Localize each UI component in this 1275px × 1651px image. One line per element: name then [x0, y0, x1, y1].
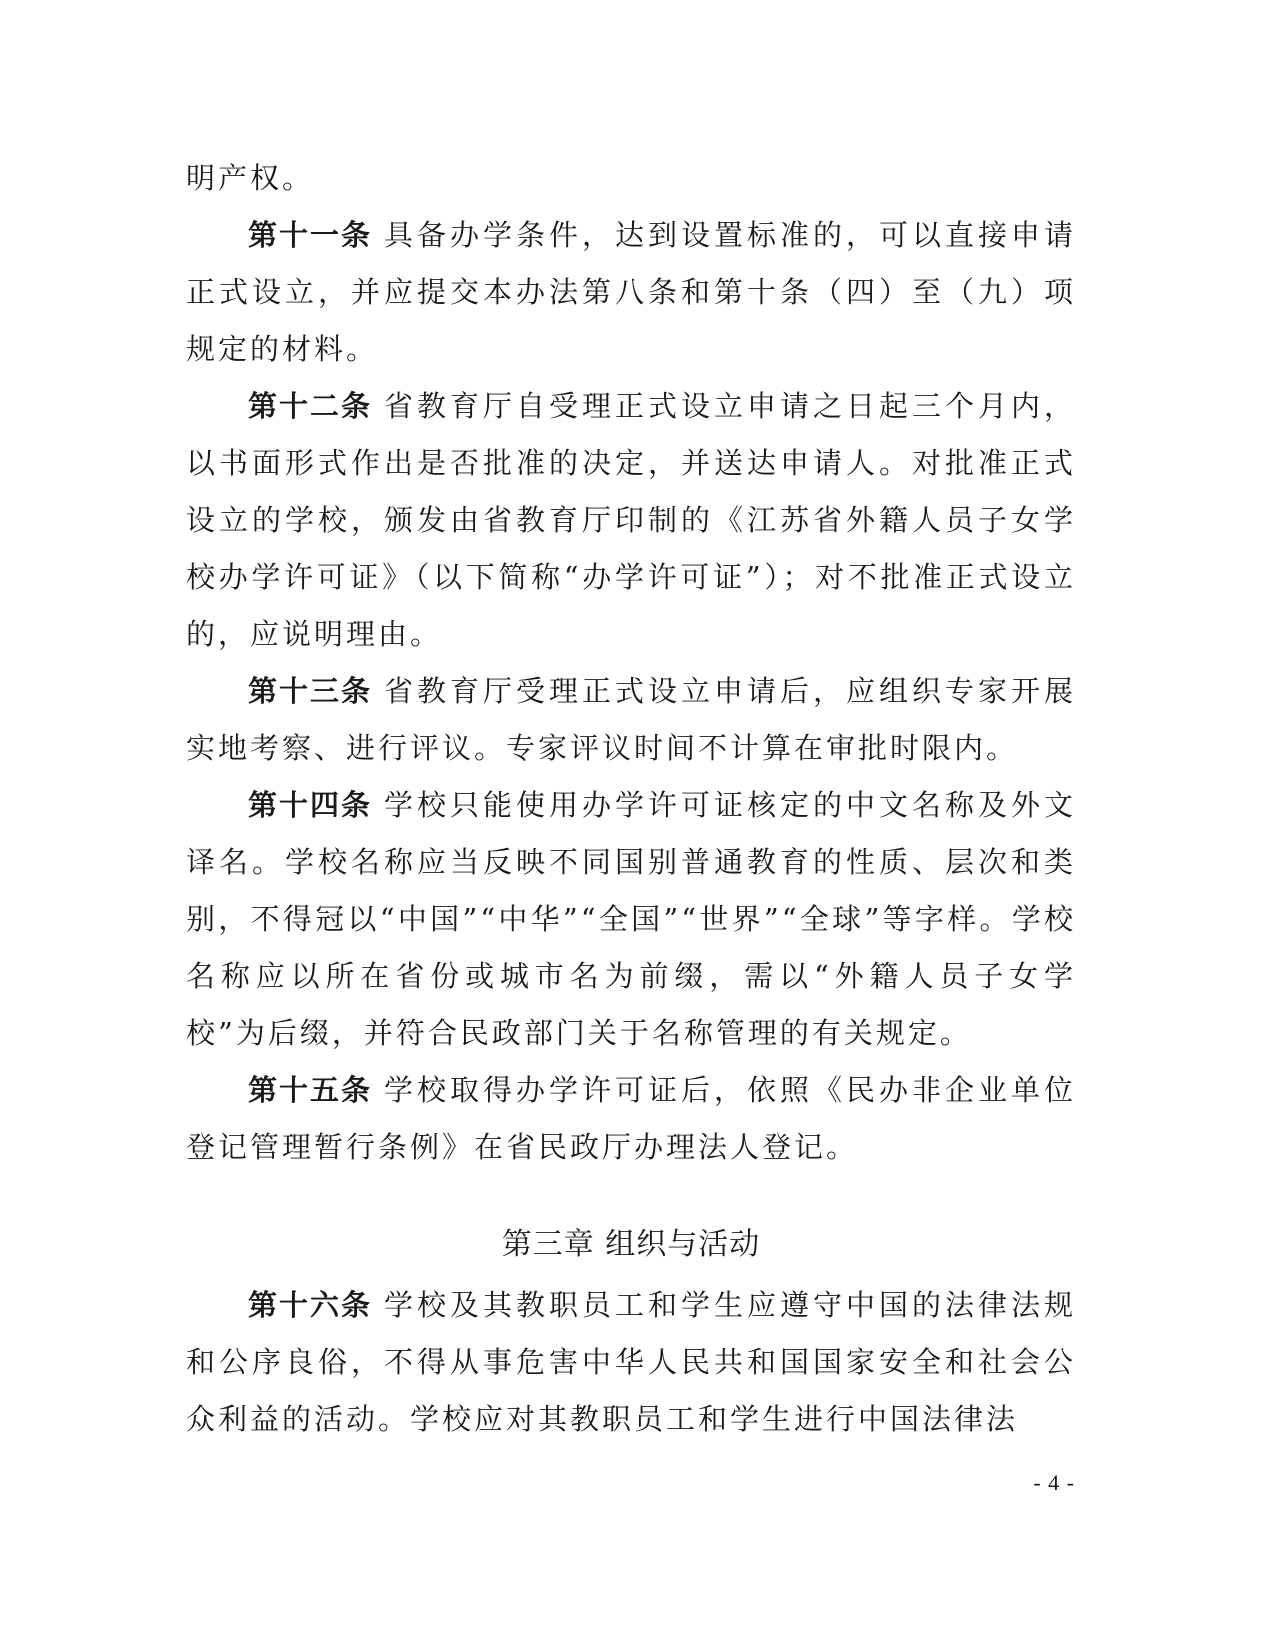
article-12: [186, 378, 1076, 663]
article-15: [186, 1062, 1076, 1176]
paragraph-text: 明产权。: [186, 161, 315, 195]
article-number: 第十五条: [248, 1073, 372, 1107]
article-text: 学校及其教职员工和学生应遵守中国的法律法规和公序良俗，不得从事危害中华人民共和国国家安全和社会公众利益的活动。学校应对其教职员工和学生进行中国法律法: [186, 1288, 1076, 1436]
article-11: [186, 207, 1076, 378]
article-text: 学校只能使用办学许可证核定的中文名称及外文译名。学校名称应当反映不同国别普通教育的性质、层次和类别，不得冠以“中国”“中华”“全国”“世界”“全球”等字样。学校名称应以所在省份或城市名为前缀，需以“外籍人员子女学校”为后缀，并符合民政部门关于名称管理的有关规定。: [186, 788, 1076, 1050]
article-text: 具备办学条件，达到设置标准的，可以直接申请正式设立，并应提交本办法第八条和第十条（四）至（九）项规定的材料。: [186, 218, 1076, 366]
page-number: - 4 -: [1033, 1470, 1075, 1495]
article-text: 省教育厅自受理正式设立申请之日起三个月内，以书面形式作出是否批准的决定，并送达申请人。对批准正式设立的学校，颁发由省教育厅印制的《江苏省外籍人员子女学校办学许可证》（以下简称“办学许可证”）；对不批准正式设立的，应说明理由。: [186, 389, 1076, 651]
article-number: 第十三条: [248, 674, 372, 708]
document-body: [186, 150, 1076, 1448]
chapter-heading: 第三章 组织与活动: [501, 1227, 761, 1262]
article-number: 第十六条: [248, 1288, 372, 1322]
article-text: 学校取得办学许可证后，依照《民办非企业单位登记管理暂行条例》在省民政厅办理法人登记。: [186, 1073, 1076, 1164]
paragraph-continuation: [186, 150, 1076, 207]
article-text: 省教育厅受理正式设立申请后，应组织专家开展实地考察、进行评议。专家评议时间不计算在审批时限内。: [186, 674, 1076, 765]
article-13: [186, 663, 1076, 777]
article-14: [186, 777, 1076, 1062]
article-number: 第十一条: [248, 218, 372, 252]
article-number: 第十二条: [248, 389, 372, 423]
article-16: [186, 1277, 1076, 1448]
article-number: 第十四条: [248, 788, 372, 822]
